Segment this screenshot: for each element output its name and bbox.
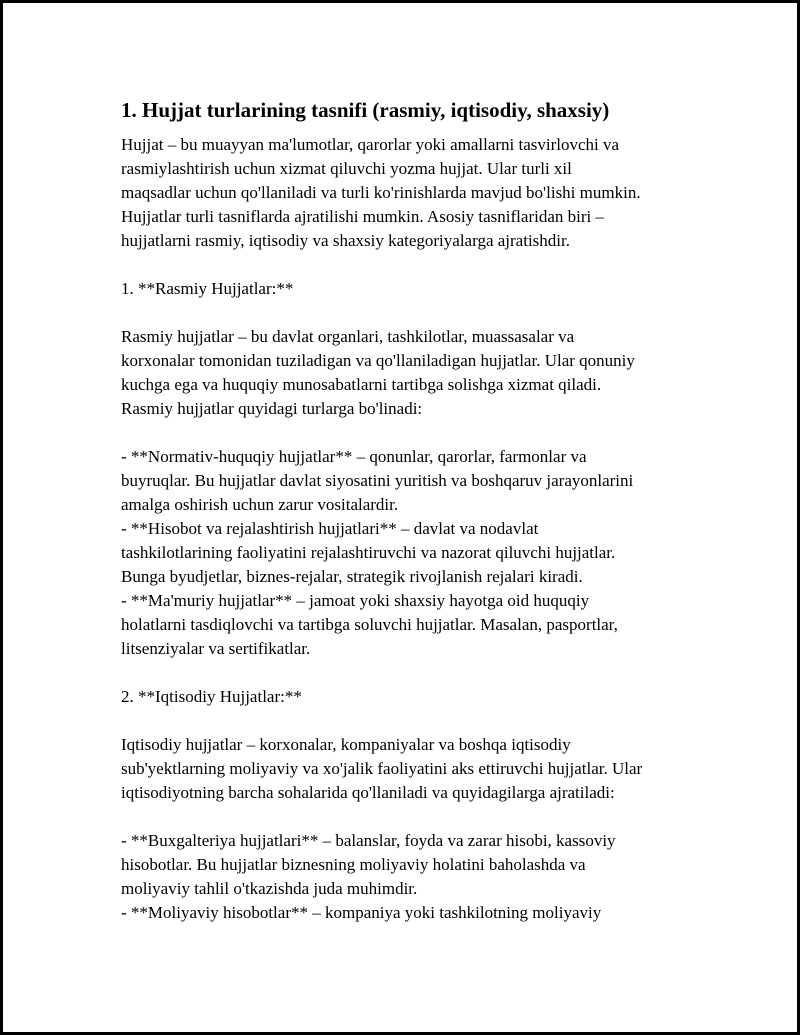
spacer: [121, 253, 691, 277]
document-content: [121, 96, 691, 925]
section-heading-rasmiy: 1. **Rasmiy Hujjatlar:**: [121, 279, 294, 298]
list-item: - **Buxgalteriya hujjatlari** – balanslar, foyda va zarar hisobi, kassoviy hisobotlar. Bu hujjatlar biznesning moliyaviy holatini baholashda va moliyaviy tahlil o'tkazishda juda muhimdir.: [121, 831, 616, 898]
spacer: [121, 661, 691, 685]
spacer: [121, 301, 691, 325]
page-title: 1. Hujjat turlarining tasnifi (rasmiy, iqtisodiy, shaxsiy): [121, 98, 610, 122]
list-item: - **Ma'muriy hujjatlar** – jamoat yoki shaxsiy hayotga oid huquqiy holatlarni tasdiqlovchi va tartibga soluvchi hujjatlar. Masalan, pasportlar, litsenziyalar va sertifikatlar.: [121, 591, 618, 658]
list-item: - **Normativ-huquqiy hujjatlar** – qonunlar, qarorlar, farmonlar va buyruqlar. Bu hujjatlar davlat siyosatini yuritish va boshqaruv jarayonlarini amalga oshirish uchun zarur vositalardir.: [121, 447, 634, 514]
intro-paragraph: Hujjat – bu muayyan ma'lumotlar, qarorlar yoki amallarni tasvirlovchi va rasmiylashtirish uchun xizmat qiluvchi yozma hujjat. Ular turli xil maqsadlar uchun qo'llaniladi va turli ko'rinishlarda mavjud bo'lishi mumkin. Hujjatlar turli tasniflarda ajratilishi mumkin. Asosiy tasniflaridan biri – hujjatlarni rasmiy, iqtisodiy va shaxsiy kategoriyalarga ajratishdir.: [121, 135, 641, 250]
list-item: - **Moliyaviy hisobotlar** – kompaniya yoki tashkilotning moliyaviy: [121, 903, 602, 922]
spacer: [121, 709, 691, 733]
spacer: [121, 421, 691, 445]
spacer: [121, 805, 691, 829]
list-item: - **Hisobot va rejalashtirish hujjatlari** – davlat va nodavlat tashkilotlarining faoliyatini rejalashtiruvchi va nazorat qiluvchi hujjatlar. Bunga byudjetlar, biznes-rejalar, strategik rivojlanish rejalari kiradi.: [121, 519, 616, 586]
section-body-iqtisodiy: Iqtisodiy hujjatlar – korxonalar, kompaniyalar va boshqa iqtisodiy sub'yektlarning moliyaviy va xo'jalik faoliyatini aks ettiruvchi hujjatlar. Ular iqtisodiyotning barcha sohalarida qo'llaniladi va quyidagilarga ajratiladi:: [121, 735, 643, 802]
section-heading-iqtisodiy: 2. **Iqtisodiy Hujjatlar:**: [121, 687, 302, 706]
section-body-rasmiy: Rasmiy hujjatlar – bu davlat organlari, tashkilotlar, muassasalar va korxonalar tomonidan tuziladigan va qo'llaniladigan hujjatlar. Ular qonuniy kuchga ega va huquqiy munosabatlarni tartibga solishga xizmat qiladi. Rasmiy hujjatlar quyidagi turlarga bo'linadi:: [121, 327, 635, 418]
